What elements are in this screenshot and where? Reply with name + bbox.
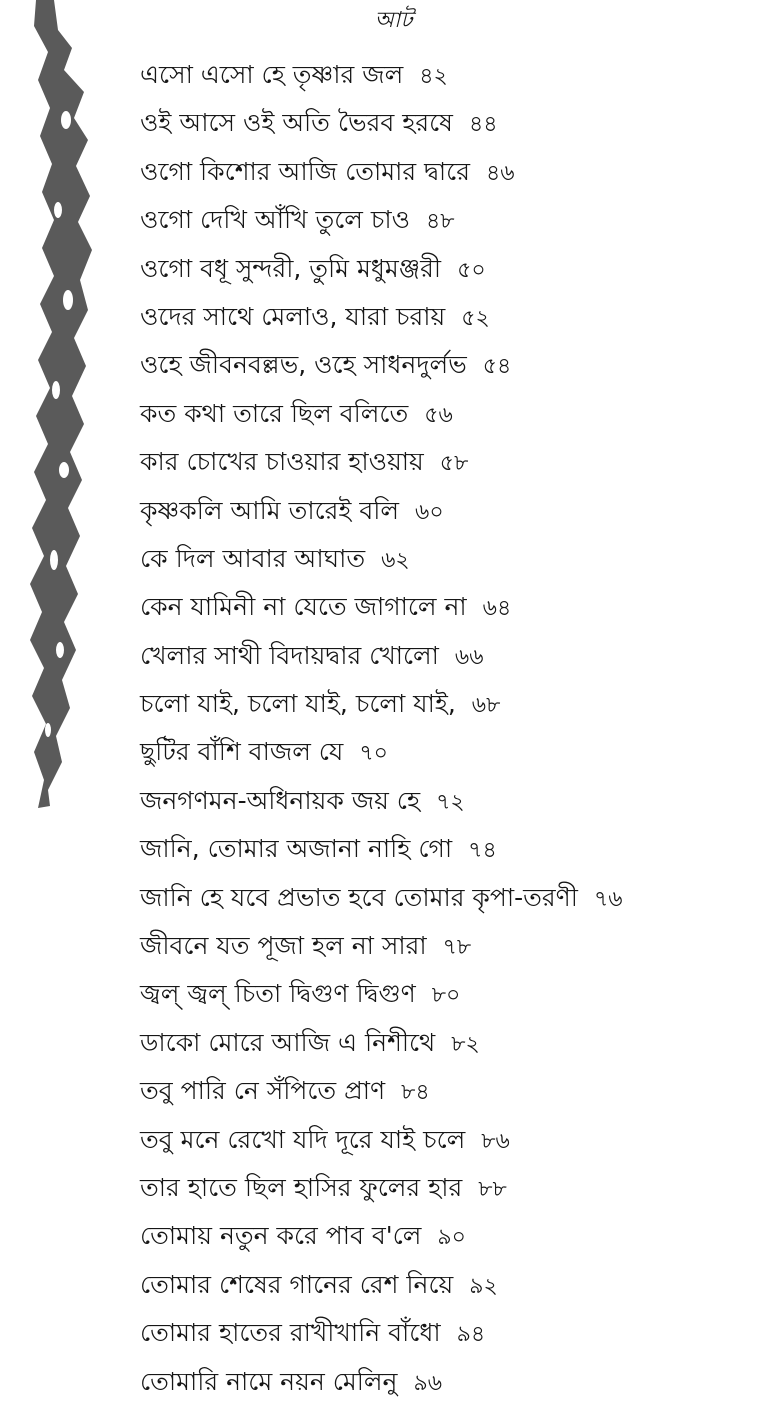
toc-entry-title: জীবনে যত পূজা হল না সারা: [140, 931, 427, 961]
toc-entry-page-number: ৭৬: [593, 886, 623, 912]
toc-entry-title: ওগো বধূ সুন্দরী, তুমি মধুমঞ্জরী: [140, 253, 442, 283]
toc-entry: [140, 636, 623, 684]
toc-entry-title: তোমার হাতের রাখীখানি বাঁধো: [140, 1318, 441, 1348]
toc-entry-page-number: ৪৬: [485, 160, 515, 186]
toc-entry: [140, 781, 623, 829]
toc-entry: [140, 926, 623, 974]
toc-entry: [140, 1120, 623, 1168]
toc-entry-title: কৃষ্ণকলি আমি তারেই বলি: [140, 495, 400, 525]
toc-entry: [140, 1313, 623, 1361]
toc-entry: [140, 1071, 623, 1119]
toc-entry: [140, 249, 623, 297]
toc-entry-title: তবু মনে রেখো যদি দূরে যাই চলে: [140, 1124, 466, 1154]
toc-entry-page-number: ৪৮: [426, 209, 455, 235]
toc-entry-page-number: ৯৪: [456, 1322, 486, 1348]
toc-entry-title: কার চোখের চাওয়ার হাওয়ায়: [140, 447, 424, 477]
toc-entry-title: তার হাতে ছিল হাসির ফুলের হার: [140, 1172, 463, 1202]
toc-entry-page-number: ৯৬: [413, 1370, 443, 1396]
toc-entry-page-number: ৬০: [415, 499, 444, 525]
toc-entry: [140, 1216, 623, 1264]
toc-entry-page-number: ৬২: [381, 547, 410, 573]
toc-entry-title: ওগো দেখি আঁখি তুলে চাও: [140, 205, 411, 235]
toc-entry: [140, 345, 623, 393]
toc-entry: [140, 200, 623, 248]
toc-entry: [140, 152, 623, 200]
toc-entry-page-number: ৬৮: [471, 693, 501, 719]
page-number-heading: আট: [374, 8, 413, 33]
toc-entry-title: চলো যাই, চলো যাই, চলো যাই,: [140, 689, 456, 719]
toc-entry: [140, 1168, 623, 1216]
toc-entry-title: ওদের সাথে মেলাও, যারা চরায়: [140, 301, 446, 331]
table-of-contents: [140, 55, 623, 1410]
toc-entry-title: তোমারি নামে নয়ন মেলিনু: [140, 1366, 398, 1396]
toc-entry-title: কে দিল আবার আঘাত: [140, 543, 366, 573]
toc-entry-page-number: ৫৬: [424, 402, 453, 428]
toc-entry: [140, 1362, 623, 1410]
toc-entry-title: জানি হে যবে প্রভাত হবে তোমার কৃপা-তরণী: [140, 882, 578, 912]
toc-entry-title: ওহে জীবনবল্লভ, ওহে সাধনদুর্লভ: [140, 350, 467, 380]
toc-entry: [140, 1023, 623, 1071]
toc-entry-page-number: ৬৪: [482, 596, 512, 622]
toc-entry: [140, 55, 623, 103]
toc-entry-page-number: ৪২: [419, 64, 448, 89]
toc-entry-title: এসো এসো হে তৃষ্ণার জল: [140, 60, 404, 89]
toc-entry-page-number: ৭৮: [442, 935, 472, 961]
toc-entry-title: ওগো কিশোর আজি তোমার দ্বারে: [140, 156, 470, 186]
toc-entry-page-number: ৮৬: [481, 1128, 510, 1154]
toc-entry: [140, 442, 623, 490]
toc-entry-title: জ্বল্‌ জ্বল্‌ চিতা দ্বিগুণ দ্বিগুণ: [140, 979, 416, 1009]
toc-entry-page-number: ৮৪: [401, 1080, 430, 1106]
toc-entry-title: কত কথা তারে ছিল বলিতে: [140, 398, 409, 428]
toc-entry-page-number: ৬৬: [454, 644, 484, 670]
toc-entry-title: ডাকো মোরে আজি এ নিশীথে: [140, 1027, 436, 1057]
toc-entry: [140, 103, 623, 151]
toc-entry-page-number: ৭৪: [468, 838, 497, 864]
toc-entry-page-number: ৫০: [457, 257, 486, 283]
toc-entry-page-number: ৫২: [461, 305, 490, 331]
toc-entry: [140, 297, 623, 345]
toc-entry-page-number: ৫৮: [439, 451, 469, 477]
toc-entry: [140, 829, 623, 877]
toc-entry-page-number: ৯২: [469, 1273, 498, 1299]
torn-binding-edge-ornament: [28, 0, 94, 810]
toc-entry-title: ওই আসে ওই অতি ভৈরব হরষে: [140, 108, 453, 138]
toc-entry-page-number: ৮২: [451, 1031, 480, 1057]
toc-entry-page-number: ৫৪: [482, 354, 512, 380]
toc-entry: [140, 878, 623, 926]
toc-entry-title: খেলার সাথী বিদায়দ্বার খোলো: [140, 640, 439, 670]
toc-entry: [140, 587, 623, 635]
toc-entry: [140, 394, 623, 442]
toc-entry: [140, 491, 623, 539]
toc-entry: [140, 684, 623, 732]
toc-entry-title: জানি, তোমার অজানা নাহি গো: [140, 834, 453, 864]
toc-entry-page-number: ৭২: [436, 789, 465, 815]
toc-entry-title: তবু পারি নে সঁপিতে প্রাণ: [140, 1076, 386, 1106]
toc-entry: [140, 539, 623, 587]
toc-entry-page-number: ৭০: [359, 741, 388, 767]
toc-entry-title: তোমার শেষের গানের রেশ নিয়ে: [140, 1269, 454, 1299]
toc-entry-page-number: ৯০: [437, 1225, 466, 1251]
toc-entry: [140, 974, 623, 1022]
toc-entry-title: কেন যামিনী না যেতে জাগালে না: [140, 592, 467, 622]
toc-entry-page-number: ৮৮: [478, 1176, 507, 1202]
toc-entry-page-number: ৪৪: [468, 112, 498, 138]
toc-entry: [140, 1265, 623, 1313]
toc-entry-page-number: ৮০: [431, 983, 461, 1009]
toc-entry-title: ছুটির বাঁশি বাজল যে: [140, 737, 344, 767]
toc-entry: [140, 732, 623, 780]
toc-entry-title: তোমায় নতুন করে পাব ব'লে: [140, 1221, 422, 1251]
toc-entry-title: জনগণমন-অধিনায়ক জয় হে: [140, 785, 421, 815]
